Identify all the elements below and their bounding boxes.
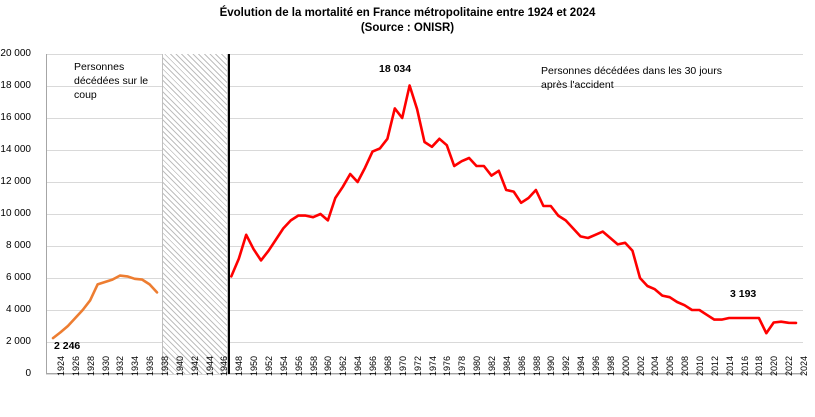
x-axis-tick-label: 1950	[249, 355, 260, 376]
plot-area	[0, 48, 803, 379]
x-axis-tick-label: 1930	[100, 355, 111, 376]
series-lines	[46, 54, 803, 374]
x-axis-tick-label: 2002	[635, 355, 646, 376]
x-axis-tick-label: 2016	[739, 355, 750, 376]
x-axis-tick-label: 1964	[353, 355, 364, 376]
x-axis-tick-label: 1970	[397, 355, 408, 376]
x-axis-tick-label: 1954	[278, 355, 289, 376]
x-axis-tick-label: 1938	[160, 355, 171, 376]
y-axis-tick-label: 16 000	[0, 112, 31, 123]
peak-value-label: 18 034	[379, 63, 412, 75]
x-axis-tick-label: 1988	[531, 355, 542, 376]
y-axis-tick-label: 20 000	[0, 48, 31, 59]
x-axis-tick-label: 2008	[680, 355, 691, 376]
x-axis-tick-label: 1984	[501, 355, 512, 376]
x-axis-tick-label: 1944	[204, 355, 215, 376]
y-axis-tick-label: 14 000	[0, 144, 31, 155]
series-line-sur-le-coup	[53, 276, 157, 339]
y-axis-tick-label: 2 000	[5, 336, 31, 347]
x-axis-tick-label: 1982	[486, 355, 497, 376]
x-axis-tick-label: 1932	[115, 355, 126, 376]
chart-title-line1: Évolution de la mortalité en France métropolitaine entre 1924 et 2024	[219, 7, 596, 19]
x-axis-tick-label: 1976	[442, 355, 453, 376]
y-axis-tick-label: 12 000	[0, 176, 31, 187]
annotation-left: Personnes décédées sur le coup	[74, 61, 149, 101]
x-axis-tick-label: 1958	[308, 355, 319, 376]
x-axis-tick-label: 1972	[412, 355, 423, 376]
chart-title-line2: (Source : ONISR)	[360, 22, 455, 34]
x-axis-tick-label: 1968	[382, 355, 393, 376]
x-axis-tick-label: 1940	[174, 355, 185, 376]
x-axis-tick-label: 1936	[145, 355, 156, 376]
x-axis-tick-label: 1942	[189, 355, 200, 376]
x-axis-tick-label: 1998	[605, 355, 616, 376]
x-axis-tick-label: 1946	[219, 355, 230, 376]
x-axis-tick-label: 1952	[264, 355, 275, 376]
x-axis-tick-label: 2022	[784, 355, 795, 376]
x-axis-tick-label: 2018	[754, 355, 765, 376]
x-axis-tick-label: 1962	[338, 355, 349, 376]
x-axis-tick-label: 2024	[799, 355, 809, 376]
x-axis-tick-label: 1980	[472, 355, 483, 376]
x-axis-tick-label: 2020	[769, 355, 780, 376]
annotation-right: Personnes décédées dans les 30 jours après l'accident	[541, 65, 722, 91]
x-axis-tick-label: 2004	[650, 355, 661, 376]
x-axis-tick-label: 2014	[724, 355, 735, 376]
x-axis-tick-label: 1934	[130, 355, 141, 376]
x-axis-tick-label: 2010	[694, 355, 705, 376]
x-axis-tick-label: 1978	[457, 355, 468, 376]
x-axis-tick-label: 1928	[85, 355, 96, 376]
x-axis-tick-label: 2006	[665, 355, 676, 376]
start-value-label: 2 246	[54, 340, 81, 352]
x-axis-tick-label: 1996	[590, 355, 601, 376]
x-axis-tick-labels	[46, 355, 809, 416]
y-axis-tick-label: 18 000	[0, 80, 31, 91]
y-axis-tick-label: 8 000	[5, 240, 31, 251]
chart-title	[0, 6, 815, 36]
end-value-label: 3 193	[730, 288, 757, 300]
x-axis-tick-label: 1966	[368, 355, 379, 376]
x-axis-tick-label: 1956	[293, 355, 304, 376]
y-axis-tick-label: 4 000	[5, 304, 31, 315]
y-axis-tick-label: 10 000	[0, 208, 31, 219]
x-axis-tick-label: 1994	[576, 355, 587, 376]
y-axis-tick-label: 6 000	[5, 272, 31, 283]
x-axis-tick-label: 1960	[323, 355, 334, 376]
x-axis-tick-label: 2012	[709, 355, 720, 376]
x-axis-tick-label: 1992	[561, 355, 572, 376]
x-axis-tick-label: 1926	[70, 355, 81, 376]
x-axis-tick-label: 1924	[56, 355, 66, 376]
x-axis-tick-label: 1948	[234, 355, 245, 376]
x-axis-tick-label: 2000	[620, 355, 631, 376]
series-line-30-jours	[231, 86, 796, 334]
x-axis-tick-label: 1986	[516, 355, 527, 376]
x-axis-tick-label: 1990	[546, 355, 557, 376]
x-axis-tick-label: 1974	[427, 355, 438, 376]
y-axis-tick-label: 0	[25, 368, 31, 379]
